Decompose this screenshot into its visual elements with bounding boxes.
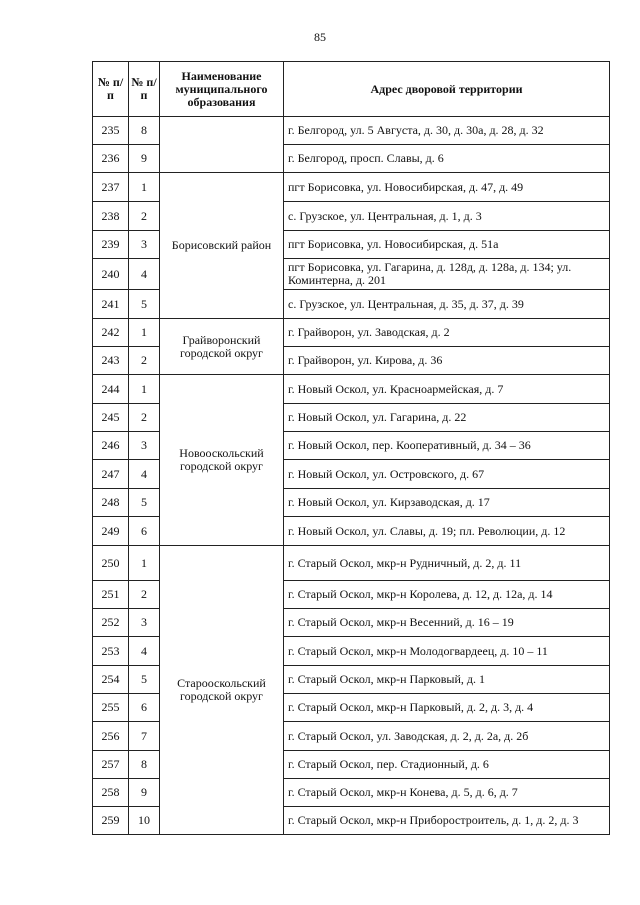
row-address: г. Старый Оскол, мкр-н Приборостроитель, д. 1, д. 2, д. 3 [284, 807, 610, 835]
row-subnumber: 1 [129, 173, 160, 202]
row-address: пгт Борисовка, ул. Новосибирская, д. 47, д. 49 [284, 173, 610, 202]
row-number: 250 [93, 546, 129, 581]
row-subnumber: 3 [129, 432, 160, 460]
row-address: г. Белгород, просп. Славы, д. 6 [284, 145, 610, 173]
row-subnumber: 9 [129, 779, 160, 807]
header-municipality: Наименование муниципального образования [160, 62, 284, 117]
table-row [93, 546, 610, 581]
row-number: 239 [93, 231, 129, 259]
row-subnumber: 3 [129, 231, 160, 259]
header-address: Адрес дворовой территории [284, 62, 610, 117]
row-address: г. Старый Оскол, мкр-н Весенний, д. 16 – 19 [284, 609, 610, 637]
row-address: г. Старый Оскол, ул. Заводская, д. 2, д. 2а, д. 2б [284, 722, 610, 751]
row-number: 244 [93, 375, 129, 404]
row-number: 258 [93, 779, 129, 807]
row-address: г. Новый Оскол, ул. Славы, д. 19; пл. Революции, д. 12 [284, 517, 610, 546]
row-address: г. Новый Оскол, ул. Островского, д. 67 [284, 460, 610, 489]
row-subnumber: 1 [129, 375, 160, 404]
row-subnumber: 9 [129, 145, 160, 173]
table-row [93, 173, 610, 202]
row-subnumber: 4 [129, 259, 160, 290]
row-subnumber: 5 [129, 489, 160, 517]
row-address: г. Старый Оскол, мкр-н Молодогвардеец, д. 10 – 11 [284, 637, 610, 666]
municipality-borisovsky: Борисовский район [160, 173, 284, 319]
row-number: 256 [93, 722, 129, 751]
row-subnumber: 4 [129, 460, 160, 489]
row-number: 237 [93, 173, 129, 202]
row-address: г. Старый Оскол, мкр-н Парковый, д. 2, д. 3, д. 4 [284, 694, 610, 722]
territory-table [92, 61, 610, 835]
row-number: 242 [93, 319, 129, 347]
row-subnumber: 2 [129, 404, 160, 432]
row-address: г. Грайворон, ул. Заводская, д. 2 [284, 319, 610, 347]
page-number: 85 [314, 30, 326, 44]
municipality-starooskolsky: Старооскольский городской округ [160, 546, 284, 835]
row-subnumber: 6 [129, 694, 160, 722]
row-subnumber: 1 [129, 319, 160, 347]
row-number: 257 [93, 751, 129, 779]
row-number: 252 [93, 609, 129, 637]
row-address: г. Старый Оскол, мкр-н Рудничный, д. 2, д. 11 [284, 546, 610, 581]
row-number: 251 [93, 581, 129, 609]
row-subnumber: 7 [129, 722, 160, 751]
row-subnumber: 2 [129, 202, 160, 231]
row-address: г. Белгород, ул. 5 Августа, д. 30, д. 30а, д. 28, д. 32 [284, 117, 610, 145]
row-subnumber: 5 [129, 666, 160, 694]
row-address: с. Грузское, ул. Центральная, д. 1, д. 3 [284, 202, 610, 231]
row-number: 247 [93, 460, 129, 489]
row-address: г. Старый Оскол, мкр-н Конева, д. 5, д. 6, д. 7 [284, 779, 610, 807]
row-address: г. Старый Оскол, мкр-н Королева, д. 12, д. 12а, д. 14 [284, 581, 610, 609]
municipality-cell-belgorod [160, 117, 284, 173]
row-number: 236 [93, 145, 129, 173]
row-subnumber: 2 [129, 347, 160, 375]
row-address: с. Грузское, ул. Центральная, д. 35, д. 37, д. 39 [284, 290, 610, 319]
table-row [93, 319, 610, 347]
row-subnumber: 8 [129, 751, 160, 779]
header-num2: № п/п [129, 62, 160, 117]
header-num1: № п/п [93, 62, 129, 117]
row-subnumber: 1 [129, 546, 160, 581]
row-address: г. Грайворон, ул. Кирова, д. 36 [284, 347, 610, 375]
row-number: 245 [93, 404, 129, 432]
row-address: г. Новый Оскол, пер. Кооперативный, д. 34 – 36 [284, 432, 610, 460]
row-number: 254 [93, 666, 129, 694]
row-number: 259 [93, 807, 129, 835]
row-number: 235 [93, 117, 129, 145]
table-row [93, 117, 610, 145]
row-number: 249 [93, 517, 129, 546]
row-address: г. Новый Оскол, ул. Гагарина, д. 22 [284, 404, 610, 432]
row-subnumber: 6 [129, 517, 160, 546]
row-subnumber: 5 [129, 290, 160, 319]
row-number: 255 [93, 694, 129, 722]
row-address: г. Новый Оскол, ул. Кирзаводская, д. 17 [284, 489, 610, 517]
municipality-grayvoronsky: Грайворонский городской округ [160, 319, 284, 375]
row-number: 241 [93, 290, 129, 319]
row-number: 238 [93, 202, 129, 231]
row-subnumber: 8 [129, 117, 160, 145]
row-subnumber: 10 [129, 807, 160, 835]
row-number: 248 [93, 489, 129, 517]
row-address: г. Старый Оскол, пер. Стадионный, д. 6 [284, 751, 610, 779]
row-subnumber: 4 [129, 637, 160, 666]
row-address: пгт Борисовка, ул. Новосибирская, д. 51а [284, 231, 610, 259]
row-number: 246 [93, 432, 129, 460]
table-header-row [93, 62, 610, 117]
row-number: 240 [93, 259, 129, 290]
row-address: пгт Борисовка, ул. Гагарина, д. 128д, д. 128а, д. 134; ул. Коминтерна, д. 201 [284, 259, 610, 290]
table-row [93, 375, 610, 404]
row-subnumber: 3 [129, 609, 160, 637]
row-address: г. Новый Оскол, ул. Красноармейская, д. 7 [284, 375, 610, 404]
row-number: 253 [93, 637, 129, 666]
municipality-novooskolsky: Новооскольский городской округ [160, 375, 284, 546]
row-number: 243 [93, 347, 129, 375]
row-subnumber: 2 [129, 581, 160, 609]
row-address: г. Старый Оскол, мкр-н Парковый, д. 1 [284, 666, 610, 694]
